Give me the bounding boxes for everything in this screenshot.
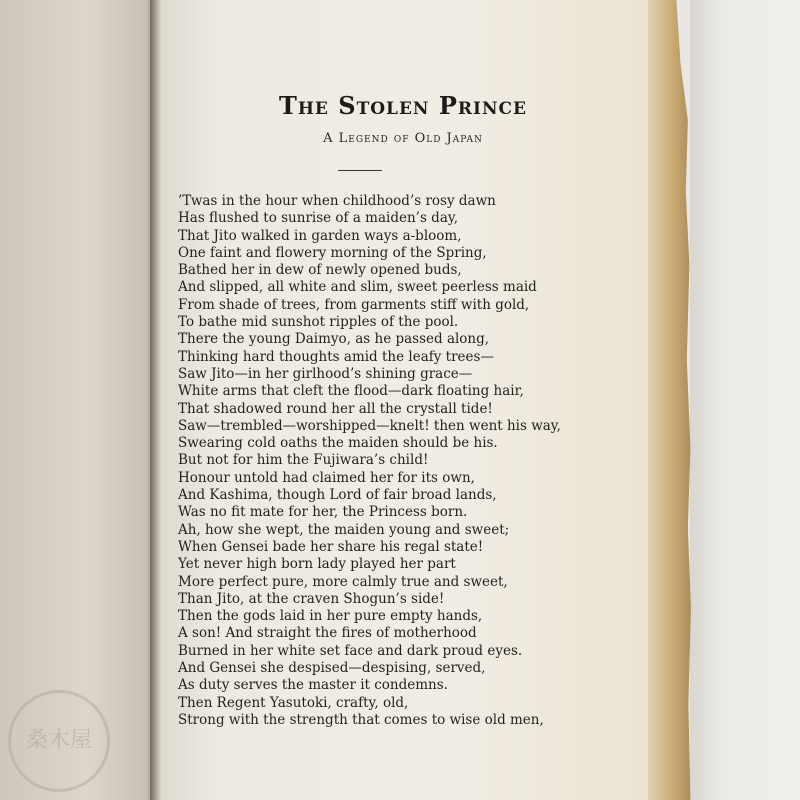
poem-line: Strong with the strength that comes to wise old men, (178, 711, 544, 728)
poem-line: And slipped, all white and slim, sweet peerless maid (178, 279, 537, 296)
poem-subtitle: A Legend of Old Japan (323, 131, 483, 146)
poem-line: But not for him the Fujiwara’s child! (178, 452, 429, 469)
poem-line: Honour untold had claimed her for its own, (178, 469, 475, 486)
poem-line: Saw—trembled—worshipped—knelt! then went his way, (178, 417, 561, 434)
watermark-text: 桑木屋 (25, 728, 92, 753)
title-rule (338, 170, 382, 171)
poem-line: More perfect pure, more calmly true and sweet, (178, 573, 508, 590)
poem-line: Bathed her in dew of newly opened buds, (178, 262, 462, 279)
poem-line: One faint and flowery morning of the Spring, (178, 244, 487, 261)
poem-line: As duty serves the master it condemns. (178, 677, 448, 694)
backdrop (690, 0, 800, 800)
poem-line: To bathe mid sunshot ripples of the pool. (178, 314, 459, 331)
poem-line: That Jito walked in garden ways a-bloom, (178, 227, 462, 244)
poem-line: Thinking hard thoughts amid the leafy trees— (178, 348, 494, 365)
poem-line: Burned in her white set face and dark proud eyes. (178, 642, 523, 659)
poem-line: When Gensei bade her share his regal state! (178, 538, 484, 555)
poem-line: That shadowed round her all the crystall tide! (178, 400, 493, 417)
right-page (158, 0, 648, 800)
book-gutter (150, 0, 162, 800)
left-page (0, 0, 158, 800)
poem-line: Ah, how she wept, the maiden young and sweet; (178, 521, 510, 538)
poem-line: Was no fit mate for her, the Princess born. (178, 504, 468, 521)
poem-line: Has flushed to sunrise of a maiden’s day, (178, 210, 458, 227)
poem-line: From shade of trees, from garments stiff with gold, (178, 296, 530, 313)
poem-line: A son! And straight the fires of motherhood (178, 625, 477, 642)
poem-line: Swearing cold oaths the maiden should be his. (178, 435, 498, 452)
poem-line: And Gensei she despised—despising, served, (178, 660, 486, 677)
poem-line: Then Regent Yasutoki, crafty, old, (178, 694, 409, 711)
poem-title: The Stolen Prince (279, 91, 527, 120)
poem-line: And Kashima, though Lord of fair broad lands, (178, 487, 497, 504)
poem-line: Then the gods laid in her pure empty hands, (178, 608, 483, 625)
poem-line: Saw Jito—in her girlhood’s shining grace— (178, 365, 473, 382)
poem-line: White arms that cleft the flood—dark floating hair, (178, 383, 524, 400)
watermark-stamp (8, 690, 110, 792)
poem-body (178, 193, 638, 729)
poem-line: Than Jito, at the craven Shogun’s side! (178, 590, 445, 607)
poem-line: ’Twas in the hour when childhood’s rosy dawn (178, 193, 496, 209)
poem-line: There the young Daimyo, as he passed along, (178, 331, 490, 348)
poem-line: Yet never high born lady played her part (178, 556, 456, 573)
